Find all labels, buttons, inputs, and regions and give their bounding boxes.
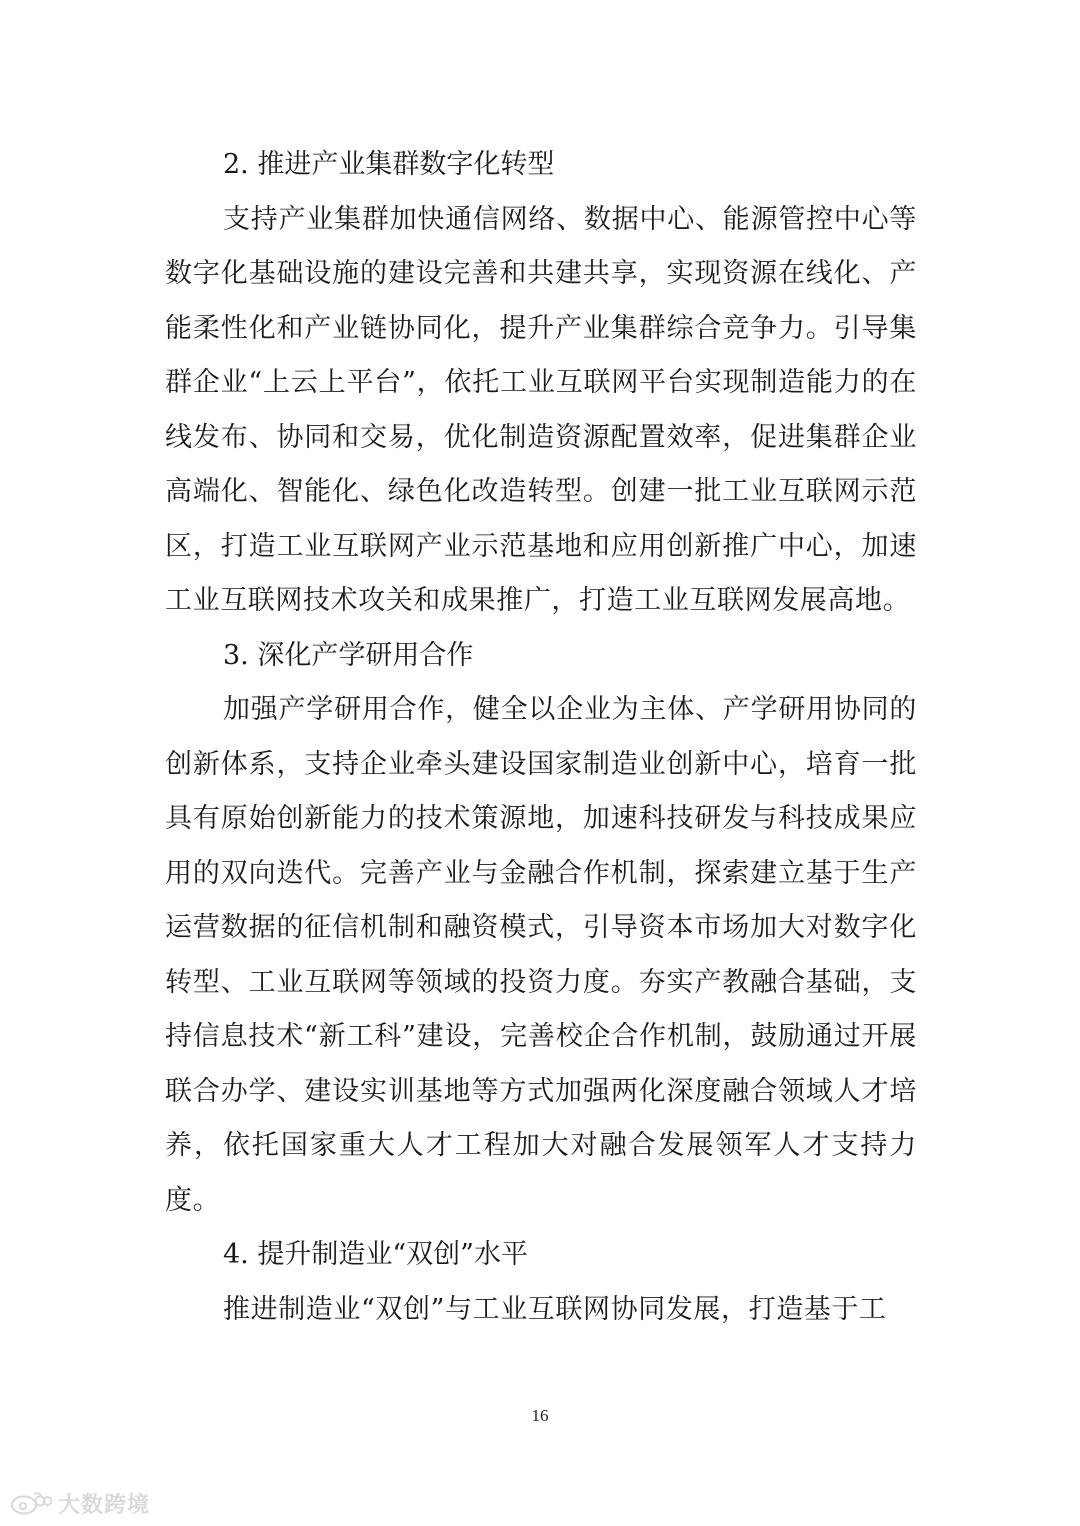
section-paragraph-4: 推进制造业“双创”与工业互联网协同发展，打造基于工 xyxy=(223,1293,887,1325)
section-paragraph-2: 支持产业集群加快通信网络、数据中心、能源管控中心等数字化基础设施的建设完善和共建共享，实现资源在线化、产能柔性化和产业链协同化，提升产业集群综合竞争力。引导集群企业“上云上平台”，依托工业互联网平台实现制造能力的在线发布、协同和交易，优化制造资源配置效率，促进集群企业高端化、智能化、绿色化改造转型。创建一批工业互联网示范区，打造工业互联网产业示范基地和应用创新推广中心，加速工业互联网技术攻关和成果推广，打造工业互联网发展高地。 xyxy=(165,203,917,616)
watermark xyxy=(10,1488,150,1518)
section-heading-4: 4. 提升制造业“双创”水平 xyxy=(223,1239,528,1270)
watermark-text: 大数跨境 xyxy=(58,1492,151,1518)
page-number: 16 xyxy=(531,1406,549,1425)
weibo-logo-icon xyxy=(10,1490,52,1516)
document-body xyxy=(165,138,917,1337)
section-paragraph-3: 加强产学研用合作，健全以企业为主体、产学研用协同的创新体系，支持企业牵头建设国家制造业创新中心，培育一批具有原始创新能力的技术策源地，加速科技研发与科技成果应用的双向迭代。完善产业与金融合作机制，探索建立基于生产运营数据的征信机制和融资模式，引导资本市场加大对数字化转型、工业互联网等领域的投资力度。夯实产教融合基础，支持信息技术“新工科”建设，完善校企合作机制，鼓励通过开展联合办学、建设实训基地等方式加强两化深度融合领域人才培养，依托国家重大人才工程加大对融合发展领军人才支持力度。 xyxy=(165,694,917,1216)
section-heading-2: 2. 推进产业集群数字化转型 xyxy=(223,149,555,180)
section-heading-3: 3. 深化产学研用合作 xyxy=(223,639,474,671)
